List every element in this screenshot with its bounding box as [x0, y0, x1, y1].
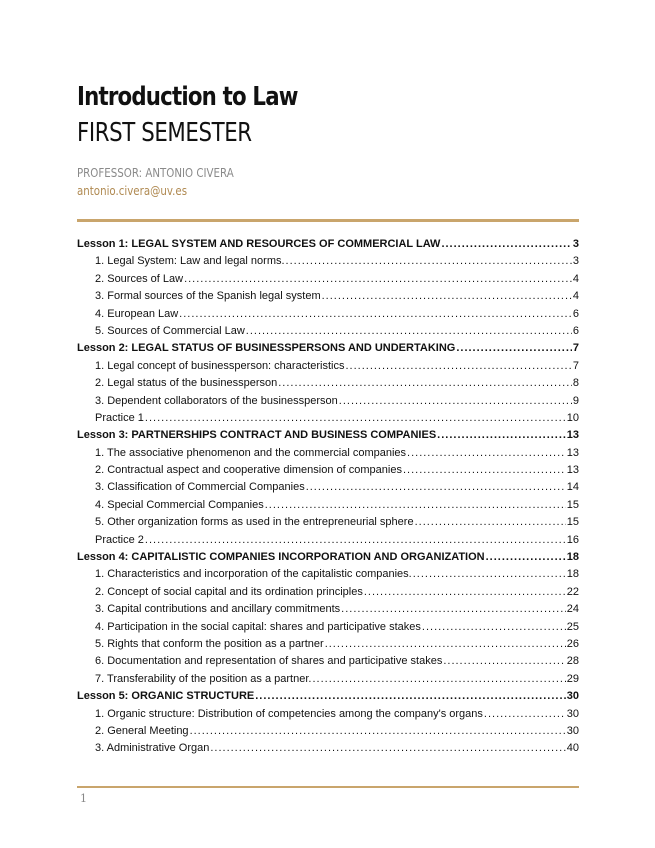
toc-dot-leader	[246, 323, 572, 340]
toc-dot-leader	[486, 549, 566, 566]
toc-entry-title: 1. Legal concept of businessperson: characteristics	[95, 359, 345, 372]
professor-email[interactable]: antonio.civera@uv.es	[77, 183, 188, 198]
toc-page-number: 22	[566, 585, 579, 598]
toc-page-number: 18	[566, 568, 579, 581]
toc-entry-title: 7. Transferability of the position as a partner.	[95, 672, 312, 685]
toc-item-entry[interactable]	[77, 306, 579, 323]
table-of-contents	[77, 236, 579, 758]
toc-page-number: 29	[566, 672, 579, 685]
toc-page-number: 15	[566, 516, 579, 529]
toc-page-number: 9	[572, 394, 579, 407]
toc-entry-title: 1. Characteristics and incorporation of the capitalistic companies.	[95, 568, 412, 581]
toc-entry-title: 1. Legal System: Law and legal norms.	[95, 255, 285, 268]
toc-page-number: 30	[566, 707, 579, 720]
toc-item-entry[interactable]	[77, 514, 579, 531]
toc-dot-leader	[413, 566, 566, 583]
toc-entry-title: 5. Sources of Commercial Law	[95, 324, 245, 337]
toc-page-number: 30	[566, 690, 579, 703]
toc-entry-title: 2. Legal status of the businessperson	[95, 377, 278, 390]
page-title: Introduction to Law	[77, 82, 298, 112]
toc-page-number: 28	[566, 655, 579, 668]
toc-page-number: 8	[572, 377, 579, 390]
toc-lesson-entry[interactable]	[77, 340, 579, 357]
toc-dot-leader	[184, 271, 572, 288]
toc-dot-leader	[255, 688, 566, 705]
toc-dot-leader	[422, 619, 566, 636]
toc-page-number: 7	[572, 342, 579, 355]
toc-item-entry[interactable]	[77, 462, 579, 479]
toc-entry-title: 2. Contractual aspect and cooperative dimension of companies	[95, 464, 402, 477]
toc-page-number: 13	[566, 446, 579, 459]
toc-dot-leader	[403, 462, 566, 479]
toc-entry-title: Lesson 3: PARTNERSHIPS CONTRACT AND BUSINESS COMPANIES	[77, 429, 437, 442]
toc-dot-leader	[339, 393, 572, 410]
toc-page-number: 3	[572, 255, 579, 268]
toc-entry-title: 3. Administrative Organ	[95, 742, 210, 755]
toc-dot-leader	[341, 601, 566, 618]
toc-dot-leader	[286, 253, 572, 270]
toc-dot-leader	[407, 445, 566, 462]
toc-page-number: 6	[572, 307, 579, 320]
toc-dot-leader	[265, 497, 566, 514]
toc-dot-leader	[145, 532, 566, 549]
toc-item-entry[interactable]	[77, 358, 579, 375]
toc-item-entry[interactable]	[77, 393, 579, 410]
toc-entry-title: 3. Capital contributions and ancillary commitments	[95, 603, 341, 616]
toc-entry-title: Practice 2	[95, 533, 144, 546]
toc-entry-title: Lesson 5: ORGANIC STRUCTURE	[77, 690, 255, 703]
toc-page-number: 30	[566, 724, 579, 737]
toc-dot-leader	[190, 723, 566, 740]
toc-dot-leader	[322, 288, 572, 305]
toc-dot-leader	[306, 479, 566, 496]
toc-page-number: 25	[566, 620, 579, 633]
toc-item-entry[interactable]	[77, 619, 579, 636]
toc-entry-title: Practice 1	[95, 411, 144, 424]
toc-item-entry[interactable]	[77, 653, 579, 670]
toc-entry-title: 5. Other organization forms as used in the entrepreneurial sphere	[95, 516, 414, 529]
toc-entry-title: 5. Rights that conform the position as a partner	[95, 637, 324, 650]
toc-page-number: 15	[566, 498, 579, 511]
toc-item-entry[interactable]	[77, 479, 579, 496]
toc-page-number: 10	[566, 411, 579, 424]
toc-item-entry[interactable]	[77, 566, 579, 583]
toc-dot-leader	[441, 236, 571, 253]
toc-page-number: 3	[572, 238, 579, 250]
toc-dot-leader	[179, 306, 572, 323]
toc-entry-title: 3. Classification of Commercial Companies	[95, 481, 305, 494]
footer-divider	[77, 786, 579, 788]
toc-item-entry[interactable]	[77, 601, 579, 618]
toc-entry-title: 2. General Meeting	[95, 724, 189, 737]
toc-dot-leader	[364, 584, 566, 601]
toc-entry-title: Lesson 2: LEGAL STATUS OF BUSINESSPERSONS AND UNDERTAKING	[77, 342, 456, 355]
toc-entry-title: 4. Participation in the social capital: shares and participative stakes	[95, 620, 421, 633]
toc-item-entry[interactable]	[77, 288, 579, 305]
toc-dot-leader	[325, 636, 566, 653]
toc-page-number: 13	[566, 429, 579, 442]
toc-item-entry[interactable]	[77, 410, 579, 427]
toc-page-number: 4	[572, 290, 579, 303]
page-subtitle: FIRST SEMESTER	[77, 118, 252, 148]
toc-item-entry[interactable]	[77, 532, 579, 549]
toc-item-entry[interactable]	[77, 497, 579, 514]
toc-entry-title: 6. Documentation and representation of shares and participative stakes	[95, 655, 443, 668]
toc-dot-leader	[278, 375, 572, 392]
professor-name: PROFESSOR: ANTONIO CIVERA	[77, 165, 234, 180]
toc-item-entry[interactable]	[77, 584, 579, 601]
toc-item-entry[interactable]	[77, 671, 579, 688]
toc-lesson-entry[interactable]	[77, 549, 579, 566]
toc-dot-leader	[437, 427, 566, 444]
toc-dot-leader	[484, 706, 566, 723]
toc-page-number: 14	[566, 481, 579, 494]
toc-page-number: 18	[566, 551, 579, 564]
toc-entry-title: 4. Special Commercial Companies	[95, 498, 264, 511]
toc-page-number: 6	[572, 324, 579, 337]
toc-entry-title: 1. The associative phenomenon and the commercial companies	[95, 446, 407, 459]
toc-item-entry[interactable]	[77, 375, 579, 392]
toc-entry-title: Lesson 1: LEGAL SYSTEM AND RESOURCES OF COMMERCIAL LAW	[77, 238, 441, 250]
toc-dot-leader	[415, 514, 566, 531]
toc-dot-leader	[210, 740, 565, 757]
toc-item-entry[interactable]	[77, 740, 579, 757]
toc-page-number: 26	[566, 637, 579, 650]
toc-lesson-entry[interactable]	[77, 688, 579, 705]
toc-entry-title: 2. Sources of Law	[95, 272, 184, 285]
toc-item-entry[interactable]	[77, 445, 579, 462]
toc-dot-leader	[145, 410, 566, 427]
toc-entry-title: 3. Formal sources of the Spanish legal system	[95, 290, 321, 303]
toc-item-entry[interactable]	[77, 323, 579, 340]
toc-entry-title: 3. Dependent collaborators of the businessperson	[95, 394, 338, 407]
toc-page-number: 40	[566, 742, 579, 755]
toc-page-number: 13	[566, 464, 579, 477]
toc-item-entry[interactable]	[77, 723, 579, 740]
toc-dot-leader	[345, 358, 571, 375]
toc-entry-title: 1. Organic structure: Distribution of competencies among the company's organs	[95, 707, 483, 720]
toc-dot-leader	[443, 653, 565, 670]
toc-page-number: 7	[572, 359, 579, 372]
toc-entry-title: 4. European Law	[95, 307, 179, 320]
toc-page-number: 4	[572, 272, 579, 285]
toc-item-entry[interactable]	[77, 253, 579, 270]
toc-lesson-entry[interactable]	[77, 427, 579, 444]
page-number: 1	[80, 792, 87, 805]
toc-page-number: 24	[566, 603, 579, 616]
toc-item-entry[interactable]	[77, 706, 579, 723]
toc-dot-leader	[312, 671, 565, 688]
toc-entry-title: 2. Concept of social capital and its ordination principles	[95, 585, 363, 598]
toc-item-entry[interactable]	[77, 636, 579, 653]
toc-lesson-entry[interactable]	[77, 236, 579, 253]
header-divider	[77, 219, 579, 222]
toc-page-number: 16	[566, 533, 579, 546]
toc-entry-title: Lesson 4: CAPITALISTIC COMPANIES INCORPORATION AND ORGANIZATION	[77, 551, 485, 564]
toc-dot-leader	[456, 340, 572, 357]
toc-item-entry[interactable]	[77, 271, 579, 288]
